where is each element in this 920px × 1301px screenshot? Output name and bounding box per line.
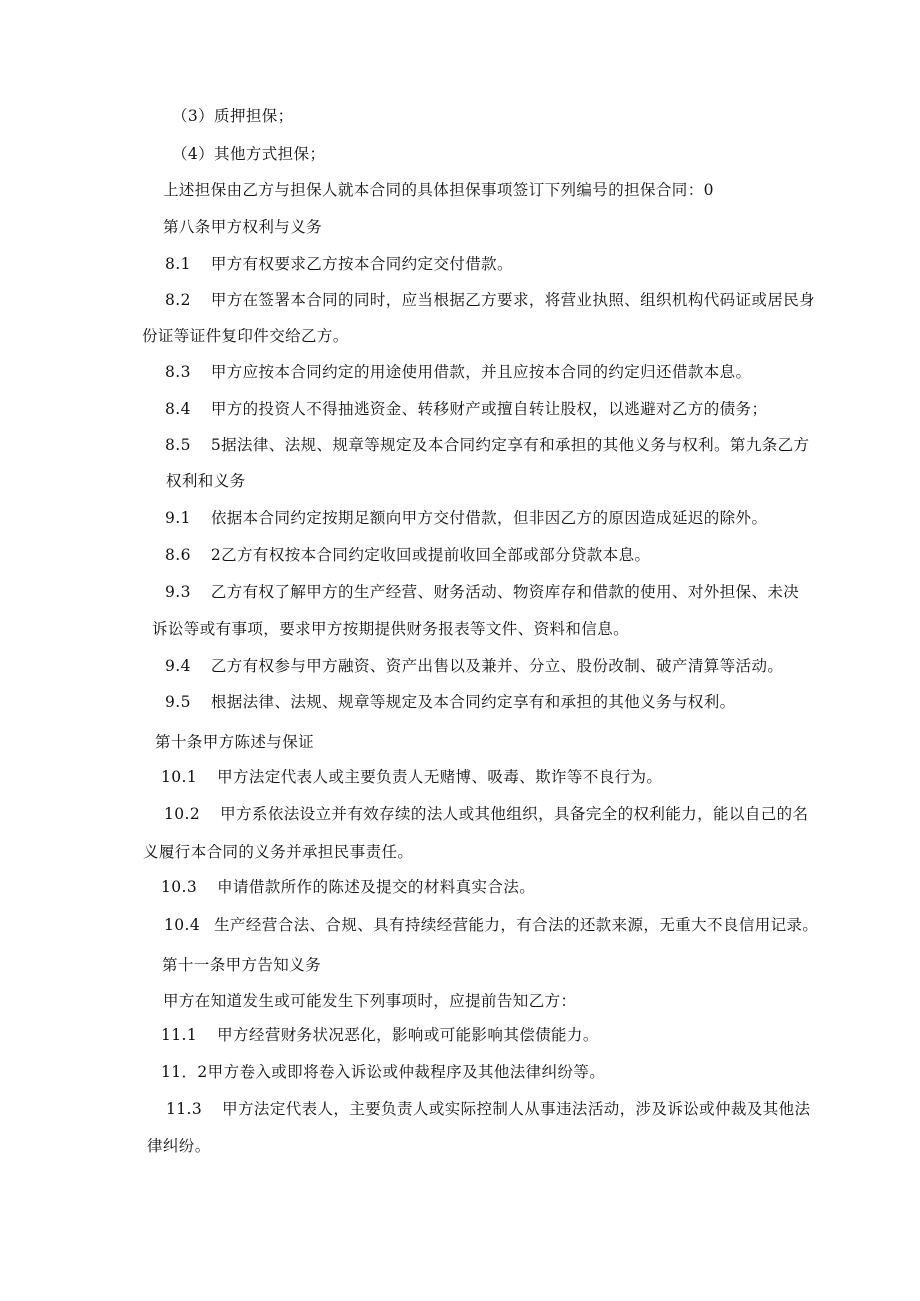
clause-line bbox=[165, 656, 783, 676]
clause-number: 10.2 bbox=[164, 805, 201, 823]
clause-line bbox=[165, 254, 513, 274]
clause-line bbox=[166, 1099, 810, 1119]
clause-line bbox=[164, 915, 818, 935]
clause-line bbox=[165, 399, 767, 419]
text-line: 11．2甲方卷入或即将卷入诉讼或仲裁程序及其他法律纠纷等。 bbox=[161, 1063, 606, 1081]
clause-line bbox=[161, 1025, 599, 1045]
text-line: （3）质押担保； bbox=[172, 107, 294, 125]
clause-line bbox=[165, 508, 767, 528]
text-line: 诉讼等或有事项，要求甲方按期提供财务报表等文件、资料和信息。 bbox=[152, 620, 630, 638]
clause-text: 甲方法定代表人或主要负责人无赌博、吸毒、欺诈等不良行为。 bbox=[217, 768, 663, 786]
section-heading: 第八条甲方权利与义务 bbox=[163, 218, 323, 236]
clause-text: 甲方经营财务状况恶化，影响或可能影响其偿债能力。 bbox=[217, 1026, 599, 1044]
clause-line bbox=[165, 692, 736, 712]
clause-number: 8.3 bbox=[165, 363, 191, 381]
clause-text: 甲方有权要求乙方按本合同约定交付借款。 bbox=[210, 255, 513, 273]
clause-line bbox=[165, 582, 799, 602]
clause-number: 9.5 bbox=[165, 693, 191, 711]
clause-number: 8.5 bbox=[165, 436, 191, 454]
text-line: 份证等证件复印件交给乙方。 bbox=[142, 327, 349, 345]
clause-number: 9.4 bbox=[165, 657, 191, 675]
clause-text: 生产经营合法、合规、具有持续经营能力，有合法的还款来源，无重大不良信用记录。 bbox=[214, 916, 819, 934]
clause-text: 5据法律、法规、规章等规定及本合同约定享有和承担的其他义务与权利。第九条乙方 bbox=[210, 436, 810, 454]
clause-text: 甲方系依法设立并有效存续的法人或其他组织，具备完全的权利能力，能以自己的名 bbox=[220, 805, 809, 823]
clause-line bbox=[161, 877, 535, 897]
clause-number: 8.2 bbox=[165, 291, 191, 309]
clause-text: 甲方在签署本合同的同时，应当根据乙方要求，将营业执照、组织机构代码证或居民身 bbox=[210, 291, 816, 309]
clause-number: 8.6 bbox=[165, 546, 191, 564]
clause-number: 10.3 bbox=[161, 878, 198, 896]
clause-number: 11.1 bbox=[161, 1026, 198, 1044]
clause-number: 9.3 bbox=[165, 583, 191, 601]
text-line: 律纠纷。 bbox=[147, 1137, 211, 1155]
clause-text: 申请借款所作的陈述及提交的材料真实合法。 bbox=[217, 878, 536, 896]
clause-line bbox=[165, 435, 809, 455]
section-heading: 权利和义务 bbox=[166, 472, 246, 490]
text-line: （4）其他方式担保； bbox=[172, 145, 326, 163]
text-line: 甲方在知道发生或可能发生下列事项时，应提前告知乙方： bbox=[163, 992, 577, 1010]
clause-number: 10.4 bbox=[164, 916, 201, 934]
clause-text: 根据法律、法规、规章等规定及本合同约定享有和承担的其他义务与权利。 bbox=[210, 693, 736, 711]
clause-text: 乙方有权了解甲方的生产经营、财务活动、物资库存和借款的使用、对外担保、未决 bbox=[210, 583, 800, 601]
section-heading: 第十条甲方陈述与保证 bbox=[155, 733, 315, 751]
clause-number: 9.1 bbox=[165, 509, 191, 527]
text-line: 上述担保由乙方与担保人就本合同的具体担保事项签订下列编号的担保合同：0 bbox=[163, 181, 714, 199]
clause-text: 甲方应按本合同约定的用途使用借款，并且应按本合同的约定归还借款本息。 bbox=[210, 363, 752, 381]
clause-line bbox=[165, 290, 815, 310]
clause-number: 10.1 bbox=[161, 768, 198, 786]
clause-number: 8.4 bbox=[165, 400, 191, 418]
clause-number: 8.1 bbox=[165, 255, 191, 273]
clause-number: 11.3 bbox=[166, 1100, 203, 1118]
text-line: 义履行本合同的义务并承担民事责任。 bbox=[143, 843, 414, 861]
section-heading: 第十一条甲方告知义务 bbox=[162, 956, 322, 974]
clause-text: 甲方法定代表人，主要负责人或实际控制人从事违法活动，涉及诉讼或仲裁及其他法 bbox=[222, 1100, 811, 1118]
clause-text: 依据本合同约定按期足额向甲方交付借款，但非因乙方的原因造成延迟的除外。 bbox=[210, 509, 768, 527]
clause-text: 甲方的投资人不得抽逃资金、转移财产或擅自转让股权，以逃避对乙方的债务； bbox=[210, 400, 768, 418]
clause-line bbox=[164, 804, 808, 824]
clause-line bbox=[165, 545, 650, 565]
clause-line bbox=[165, 362, 751, 382]
clause-text: 2乙方有权按本合同约定收回或提前收回全部或部分贷款本息。 bbox=[210, 546, 651, 564]
clause-text: 乙方有权参与甲方融资、资产出售以及兼并、分立、股份改制、破产清算等活动。 bbox=[210, 657, 784, 675]
clause-line bbox=[161, 767, 662, 787]
